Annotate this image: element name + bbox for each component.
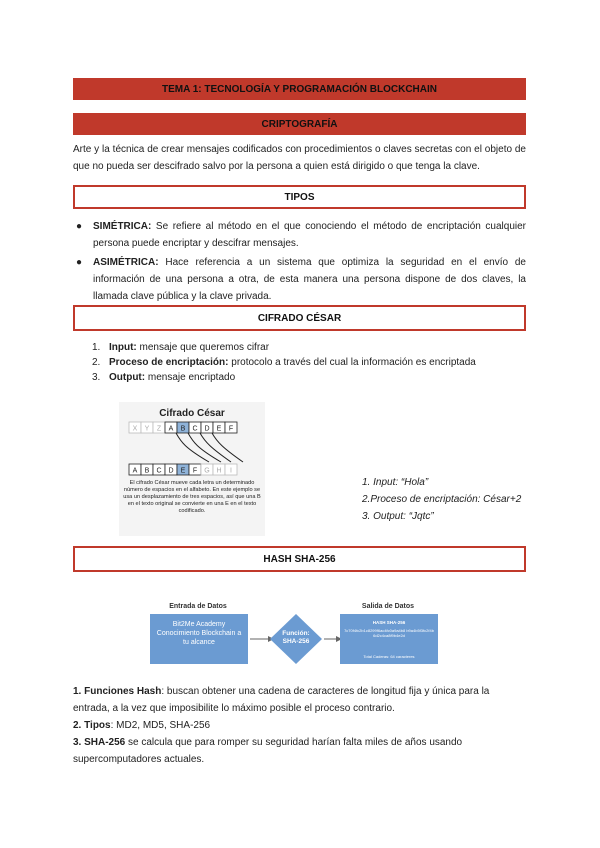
caesar-cipher-figure — [119, 402, 265, 536]
output-hash: 7c70f4fc2b1c8299f6ac4fc0a9a4b8 b9a4b5f3fc2f4b6d2c4ca8f9b4e2d — [344, 628, 434, 638]
alphabet-bottom-row — [129, 464, 237, 475]
list-item-text: Se refiere al método en el que conociendo el método de encriptación cualquier persona puede encriptar y descifrar mensajes. — [93, 221, 526, 249]
section-heading-text: TIPOS — [284, 191, 315, 203]
section-heading-text: CIFRADO CÉSAR — [257, 312, 342, 324]
input-label: Entrada de Datos — [169, 603, 227, 610]
list-item — [92, 340, 476, 355]
section-heading-cifrado-cesar — [73, 305, 526, 331]
letter-text: B — [144, 467, 150, 475]
sha256-diagram — [150, 598, 450, 672]
alphabet-top-row — [129, 422, 237, 433]
section-heading-hash — [73, 546, 526, 572]
output-label: Salida de Datos — [361, 603, 415, 610]
note-text: : MD2, MD5, SHA-256 — [110, 720, 211, 731]
note-text: : buscan obtener una cadena de caracteres de longitud fija y única para la entrada, a la vez que imposibilite lo máximo posible el proceso contrario. — [73, 686, 490, 714]
letter-text: E — [216, 425, 222, 433]
section-heading-text: CRIPTOGRAFÍA — [261, 118, 338, 130]
hash-notes — [73, 683, 526, 768]
tipos-list — [73, 218, 526, 307]
crypto-definition: Arte y la técnica de crear mensajes codificados con procedimientos o claves secretas con el objeto de que no pueda ser descifrado salvo por la persona a quien está dirigido o que tenga la clave. — [73, 144, 526, 172]
figure-caption: El cifrado César mueve cada letra un determinado número de espacios en el alfabeto. En este ejemplo se usa un desplazamiento de tres espacios, así que una B en el texto original se convierte en una E en el texto codificado. — [123, 480, 261, 514]
list-item-term: Proceso de encriptación: — [109, 357, 229, 368]
letter-text: Y — [144, 425, 150, 433]
letter-text: C — [192, 425, 198, 433]
letter-text: A — [168, 425, 174, 433]
output-title: HASH SHA-256 — [372, 620, 406, 625]
letter-text: C — [156, 467, 162, 475]
caesar-steps — [92, 340, 476, 385]
letter-text: A — [132, 467, 138, 475]
letter-text: F — [192, 467, 198, 475]
list-number: 1. — [92, 342, 101, 353]
list-number: 3. — [92, 372, 101, 383]
list-item-term: SIMÉTRICA: — [93, 221, 152, 232]
section-heading-text: HASH SHA-256 — [263, 553, 336, 565]
list-number: 2. — [92, 357, 101, 368]
section-heading-tipos — [73, 185, 526, 209]
list-item-text: mensaje que queremos cifrar — [136, 342, 270, 353]
note-term: 2. Tipos — [73, 720, 111, 731]
bullet-icon: ● — [76, 221, 83, 232]
example-line: 1. Input: “Hola” — [362, 477, 429, 488]
section-heading-criptografia — [73, 113, 526, 135]
list-item-text: mensaje encriptado — [145, 372, 236, 383]
function-text: Función: SHA-256 — [282, 630, 310, 645]
letter-text: B — [180, 425, 186, 433]
list-item — [73, 218, 526, 252]
list-item-term: Input: — [109, 342, 137, 353]
example-line: 3. Output: “Jqtc” — [362, 511, 434, 522]
list-item-term: Output: — [109, 372, 146, 383]
list-item — [92, 355, 476, 370]
note-term: 1. Funciones Hash — [73, 686, 162, 697]
bullet-icon: ● — [76, 257, 83, 268]
letter-text: D — [168, 467, 174, 475]
list-item — [92, 370, 476, 385]
note-text: se calcula que para romper su seguridad harían falta miles de años usando supercomputadores actuales. — [73, 737, 463, 765]
letter-text: X — [132, 425, 138, 433]
list-item — [73, 254, 526, 305]
document-title — [73, 78, 526, 100]
caesar-example — [362, 474, 521, 525]
list-item-term: ASIMÉTRICA: — [93, 257, 159, 268]
letter-text: F — [228, 425, 234, 433]
letter-text: G — [204, 467, 210, 475]
list-item-text: protocolo a través del cual la información es encriptada — [228, 357, 476, 368]
list-item-text: Hace referencia a un sistema que optimiza la seguridad en el envío de información de una persona a otra, de esta manera una persona dispone de dos claves, la llamada clave pública y la clave privada. — [93, 257, 526, 302]
input-text: Bit2Me Academy Conocimiento Blockchain a tu alcance — [156, 621, 242, 646]
letter-text: D — [204, 425, 210, 433]
note-item — [73, 717, 526, 734]
example-line: 2.Proceso de encriptación: César+2 — [362, 494, 522, 505]
letter-text: E — [180, 467, 186, 475]
note-item — [73, 734, 526, 768]
figure-title: Cifrado César — [159, 408, 225, 419]
letter-text: Z — [156, 425, 162, 433]
document-title-text: TEMA 1: TECNOLOGÍA Y PROGRAMACIÓN BLOCKCHAIN — [161, 83, 437, 95]
note-term: 3. SHA-256 — [73, 737, 126, 748]
letter-text: I — [230, 467, 232, 475]
output-total: Total Caderas: 64 caracteres — [363, 654, 415, 659]
letter-text: H — [216, 467, 222, 475]
note-item — [73, 683, 526, 717]
